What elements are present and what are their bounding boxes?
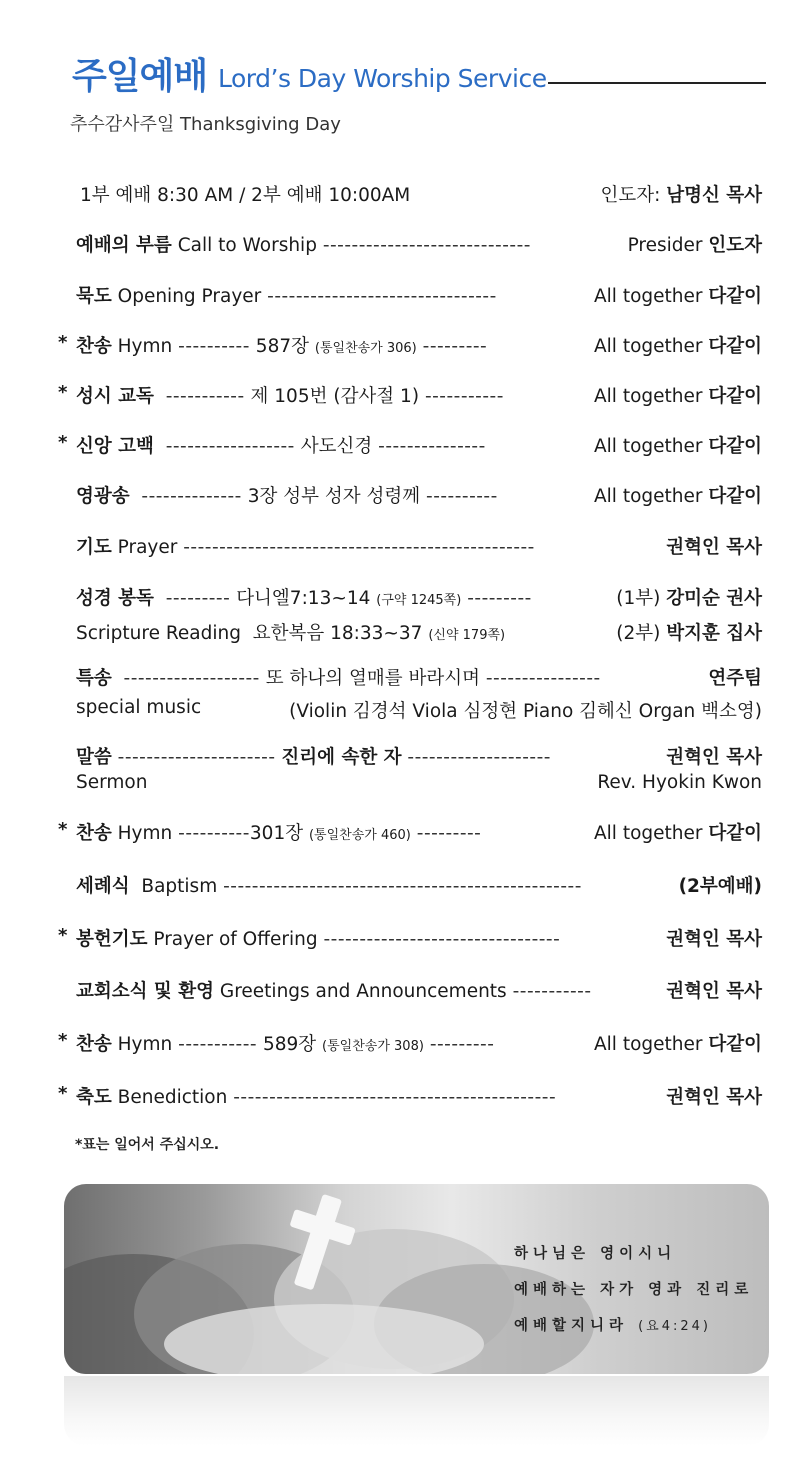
verse-line-3-text: 예배할지니라 bbox=[514, 1318, 629, 1334]
item-detail-small: (통일찬송가 460) bbox=[308, 828, 411, 843]
item-presider-en: All together bbox=[594, 336, 703, 357]
standing-marker: * bbox=[58, 925, 68, 946]
order-item-right bbox=[628, 231, 762, 257]
standing-note: *표는 일어서 주십시오. bbox=[75, 1137, 220, 1153]
dash-leader: ---------- bbox=[426, 486, 498, 507]
dash-leader: ---------- bbox=[178, 336, 250, 357]
order-item-left bbox=[76, 1030, 494, 1056]
verse-reference: (요4:24) bbox=[638, 1319, 712, 1334]
dash-leader: -------------------------------- bbox=[267, 286, 497, 307]
standing-marker: * bbox=[58, 1030, 68, 1051]
scripture-page-1: (구약 1245쪽) bbox=[376, 593, 462, 608]
item-title: 말씀 bbox=[76, 747, 112, 768]
item-presider-ko: 인도자 bbox=[708, 235, 762, 256]
dash-leader: --------- bbox=[467, 588, 532, 609]
dash-leader: ---------------- bbox=[485, 668, 601, 689]
item-title-en: Hymn bbox=[117, 823, 173, 844]
order-item-left bbox=[76, 743, 551, 769]
item-presider-ko: 다같이 bbox=[708, 436, 762, 457]
scripture-passage-1: 다니엘7:13~14 bbox=[236, 588, 371, 609]
item-presider-en: Presider bbox=[627, 235, 703, 256]
order-item-right bbox=[594, 482, 762, 508]
bible-verse bbox=[514, 1236, 753, 1345]
item-title: 기도 bbox=[76, 537, 112, 558]
dash-leader: ----------- bbox=[424, 386, 504, 407]
page-subtitle: 추수감사주일 Thanksgiving Day bbox=[70, 114, 341, 135]
dash-leader: -------------- bbox=[141, 486, 242, 507]
scripture-reader-2: 박지훈 집사 bbox=[666, 623, 762, 644]
standing-marker: * bbox=[58, 1083, 68, 1104]
item-presider-ko: 권혁인 목사 bbox=[666, 929, 762, 950]
item-title: 찬송 bbox=[76, 823, 112, 844]
dash-leader: ----------------------------- bbox=[322, 235, 531, 256]
item-title-en: special music bbox=[76, 697, 202, 718]
item-title-en: Benediction bbox=[117, 1087, 228, 1108]
dash-leader: ------------------- bbox=[123, 668, 260, 689]
page-title-english: Lord’s Day Worship Service bbox=[218, 64, 547, 93]
item-presider-ko: 다같이 bbox=[708, 486, 762, 507]
order-item-right bbox=[666, 533, 762, 559]
special-players: (Violin 김경석 Viola 심정현 Piano 김헤신 Organ 백소영) bbox=[289, 701, 762, 722]
order-item-left bbox=[76, 664, 601, 690]
item-title: 성경 봉독 bbox=[76, 588, 154, 609]
item-title: 특송 bbox=[76, 668, 112, 689]
dash-leader: --------- bbox=[422, 336, 488, 357]
standing-marker: * bbox=[58, 432, 68, 453]
item-title: 찬송 bbox=[76, 336, 112, 357]
item-presider-en: All together bbox=[594, 1034, 703, 1055]
item-title-en: Hymn bbox=[117, 1034, 173, 1055]
order-item-right bbox=[679, 872, 762, 898]
order-item-left bbox=[76, 619, 505, 645]
item-title-en: Prayer bbox=[117, 537, 178, 558]
order-item-left bbox=[76, 482, 498, 508]
order-item-left bbox=[76, 977, 592, 1003]
service-times: 1부 예배 8:30 AM / 2부 예배 10:00AM bbox=[80, 185, 411, 206]
item-title-en: Greetings and Announcements bbox=[219, 981, 507, 1002]
item-presider-en: All together bbox=[594, 386, 703, 407]
item-presider-ko: 권혁인 목사 bbox=[666, 537, 762, 558]
item-presider-ko: 다같이 bbox=[708, 336, 762, 357]
order-item-left bbox=[76, 925, 560, 951]
order-item-right bbox=[666, 743, 762, 769]
order-item-left bbox=[76, 432, 486, 458]
scripture-reader-1: 강미순 권사 bbox=[666, 588, 762, 609]
order-item-right bbox=[616, 619, 762, 645]
item-presider-ko: 다같이 bbox=[708, 286, 762, 307]
sermon-preacher: 권혁인 목사 bbox=[666, 747, 762, 768]
page-header bbox=[72, 52, 772, 112]
standing-marker: * bbox=[58, 382, 68, 403]
item-presider-en: All together bbox=[594, 286, 703, 307]
special-performer: 연주팀 bbox=[708, 668, 762, 689]
order-item-right bbox=[594, 432, 762, 458]
standing-marker: * bbox=[58, 819, 68, 840]
order-item-left bbox=[76, 1083, 556, 1109]
order-item-right bbox=[594, 282, 762, 308]
order-item-left bbox=[76, 282, 497, 308]
item-detail-small: (통일찬송가 306) bbox=[314, 341, 417, 356]
verse-line-1: 하나님은 영이시니 bbox=[514, 1246, 677, 1262]
item-presider-ko: 권혁인 목사 bbox=[666, 1087, 762, 1108]
scripture-part-1: (1부) bbox=[616, 588, 661, 609]
verse-line-2: 예배하는 자가 영과 진리로 bbox=[514, 1282, 754, 1298]
item-presider-en: All together bbox=[594, 486, 703, 507]
dash-leader: --------------------------------------------- bbox=[233, 1087, 557, 1108]
item-presider-ko: 다같이 bbox=[708, 823, 762, 844]
order-item-left bbox=[76, 533, 535, 559]
order-item-left bbox=[76, 382, 504, 408]
order-item-right bbox=[594, 382, 762, 408]
service-leader bbox=[600, 181, 762, 207]
item-title-en: Prayer of Offering bbox=[153, 929, 318, 950]
item-title: 신앙 고백 bbox=[76, 436, 154, 457]
item-title: 성시 교독 bbox=[76, 386, 154, 407]
item-presider-ko: 다같이 bbox=[708, 386, 762, 407]
item-title: 예배의 부름 bbox=[76, 235, 172, 256]
order-item-right bbox=[666, 1083, 762, 1109]
item-detail: 589장 bbox=[262, 1034, 317, 1055]
item-title: 세례식 bbox=[76, 876, 130, 897]
dash-leader: --------- bbox=[416, 823, 482, 844]
item-title: 봉헌기도 bbox=[76, 929, 148, 950]
item-presider-en: All together bbox=[594, 823, 703, 844]
order-item-right bbox=[594, 332, 762, 358]
item-detail: 사도신경 bbox=[300, 436, 373, 457]
item-title-en: Baptism bbox=[141, 876, 218, 897]
item-title-en: Call to Worship bbox=[177, 235, 317, 256]
item-presider-ko: 다같이 bbox=[708, 1034, 762, 1055]
dash-leader: ---------------------- bbox=[117, 747, 276, 768]
order-item-right bbox=[616, 584, 762, 610]
item-presider-ko: (2부예배) bbox=[678, 876, 762, 897]
dash-leader: ---------- bbox=[178, 823, 250, 844]
dash-leader: -------------------- bbox=[407, 747, 551, 768]
item-detail: 3장 성부 성자 성령께 bbox=[247, 486, 421, 507]
dash-leader: --------- bbox=[165, 588, 231, 609]
dash-leader: ------------------ bbox=[165, 436, 295, 457]
scripture-part-2: (2부) bbox=[616, 623, 661, 644]
dash-leader: --------------------------------- bbox=[323, 929, 561, 950]
order-item-left bbox=[76, 872, 582, 898]
title-divider bbox=[548, 82, 766, 84]
dash-leader: ----------- bbox=[165, 386, 245, 407]
standing-marker: * bbox=[58, 332, 68, 353]
item-title-en: Opening Prayer bbox=[117, 286, 262, 307]
page-title-korean: 주일예배 bbox=[72, 56, 208, 97]
item-detail: 587장 bbox=[255, 336, 309, 357]
dash-leader: --------------- bbox=[378, 436, 486, 457]
item-presider-ko: 권혁인 목사 bbox=[666, 981, 762, 1002]
item-detail: 301장 bbox=[249, 823, 304, 844]
sermon-topic: 진리에 속한 자 bbox=[281, 747, 402, 768]
order-item-left bbox=[76, 584, 532, 610]
item-title-en: Hymn bbox=[117, 336, 173, 357]
order-item-left bbox=[76, 332, 487, 358]
order-item-right bbox=[666, 977, 762, 1003]
dash-leader: ------------------------------------------------- bbox=[183, 537, 535, 558]
photo-reflection bbox=[64, 1376, 769, 1446]
scripture-passage-2: 요한복음 18:33~37 bbox=[252, 623, 423, 644]
item-presider-en: All together bbox=[594, 436, 703, 457]
item-title-en: Sermon bbox=[76, 772, 148, 793]
item-title: 교회소식 및 환영 bbox=[76, 981, 214, 1002]
hands-cross-photo bbox=[64, 1184, 769, 1374]
item-detail: 제 105번 (감사절 1) bbox=[250, 386, 420, 407]
dash-leader: ----------- bbox=[512, 981, 592, 1002]
item-title-en: Scripture Reading bbox=[76, 623, 241, 644]
order-item-left bbox=[76, 819, 481, 845]
item-title: 묵도 bbox=[76, 286, 112, 307]
dash-leader: ----------- bbox=[178, 1034, 258, 1055]
item-detail-small: (통일찬송가 308) bbox=[322, 1039, 424, 1054]
item-title: 찬송 bbox=[76, 1034, 112, 1055]
special-song: 또 하나의 열매를 바라시며 bbox=[265, 668, 480, 689]
dash-leader: --------- bbox=[429, 1034, 495, 1055]
order-item-right bbox=[594, 1030, 762, 1056]
order-item-right bbox=[666, 925, 762, 951]
item-title: 영광송 bbox=[76, 486, 130, 507]
leader-name: 남명신 목사 bbox=[666, 185, 762, 206]
leader-label: 인도자: bbox=[600, 185, 661, 206]
order-item-right bbox=[594, 819, 762, 845]
verse-line-3 bbox=[514, 1308, 753, 1345]
sermon-preacher-en: Rev. Hyokin Kwon bbox=[597, 772, 762, 793]
dash-leader: -------------------------------------------------- bbox=[223, 876, 582, 897]
order-item-right bbox=[708, 664, 762, 690]
scripture-page-2: (신약 179쪽) bbox=[428, 628, 506, 643]
item-title: 축도 bbox=[76, 1087, 112, 1108]
order-item-left bbox=[76, 231, 531, 257]
